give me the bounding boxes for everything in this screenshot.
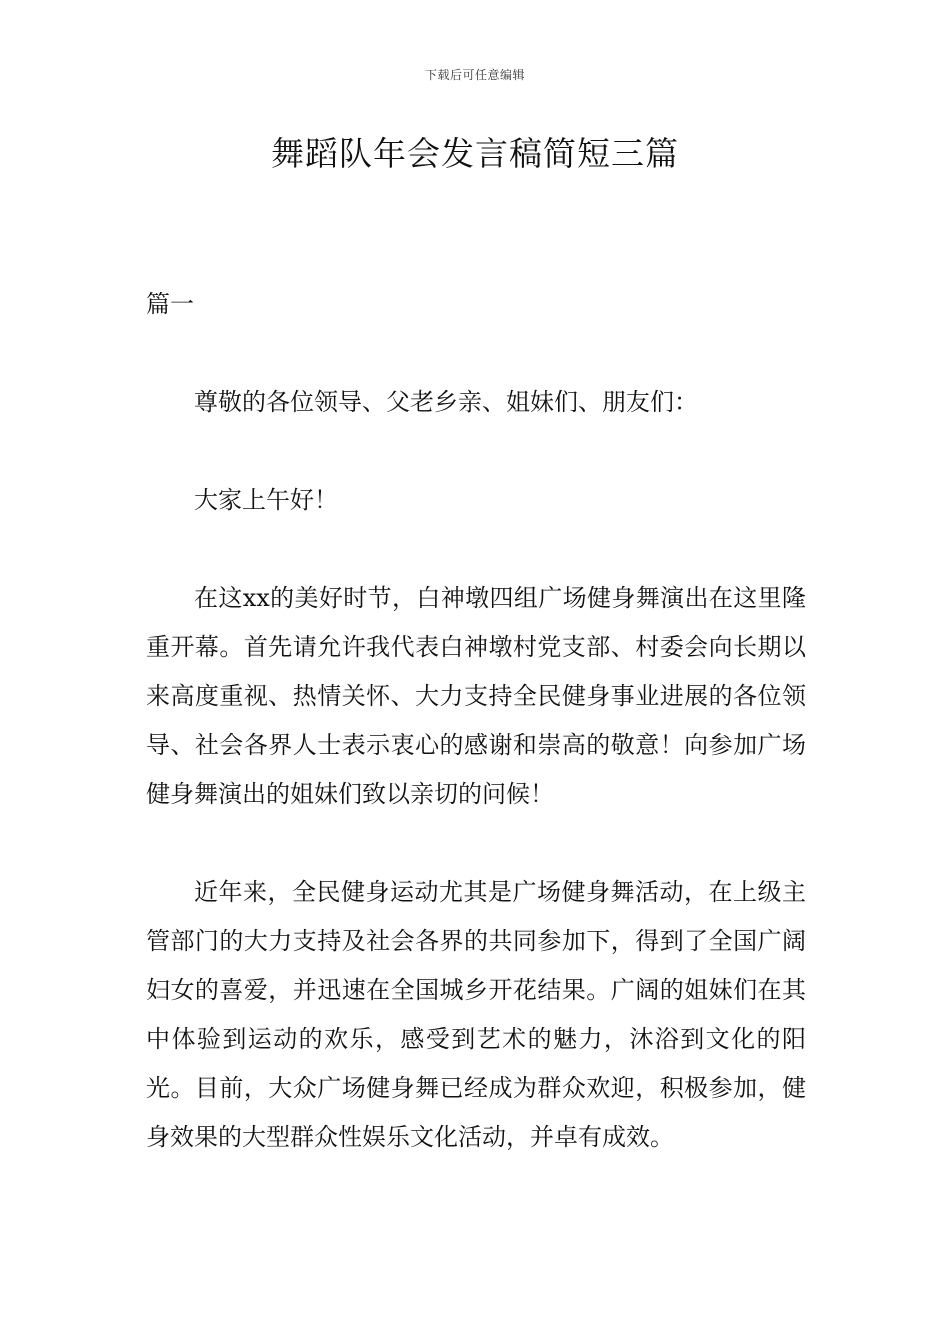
document-title: 舞蹈队年会发言稿简短三篇 — [271, 134, 679, 173]
section-label: 篇一 — [146, 290, 194, 318]
paragraph-background: 近年来，全民健身运动尤其是广场健身舞活动，在上级主管部门的大力支持及社会各界的共同参加下，得到了全国广阔妇女的喜爱，并迅速在全国城乡开花结果。广阔的姐妹们在其中体验到运动的欢乐，感受到艺术的魅力，沐浴到文化的阳光。目前，大众广场健身舞已经成为群众欢迎，积极参加，健身效果的大型群众性娱乐文化活动，并卓有成效。 — [146, 878, 806, 1151]
header-note: 下载后可任意编辑 — [424, 68, 525, 82]
document-body — [146, 378, 806, 1162]
paragraph-salutation: 尊敬的各位领导、父老乡亲、姐妹们、朋友们： — [194, 388, 698, 416]
paragraph-greeting: 大家上午好！ — [194, 486, 338, 514]
paragraph-opening: 在这xx的美好时节，白神墩四组广场健身舞演出在这里隆重开幕。首先请允许我代表白神墩村党支部、村委会向长期以来高度重视、热情关怀、大力支持全民健身事业进展的各位领导、社会各界人士表示衷心的感谢和崇高的敬意！向参加广场健身舞演出的姐妹们致以亲切的问候！ — [146, 584, 806, 808]
